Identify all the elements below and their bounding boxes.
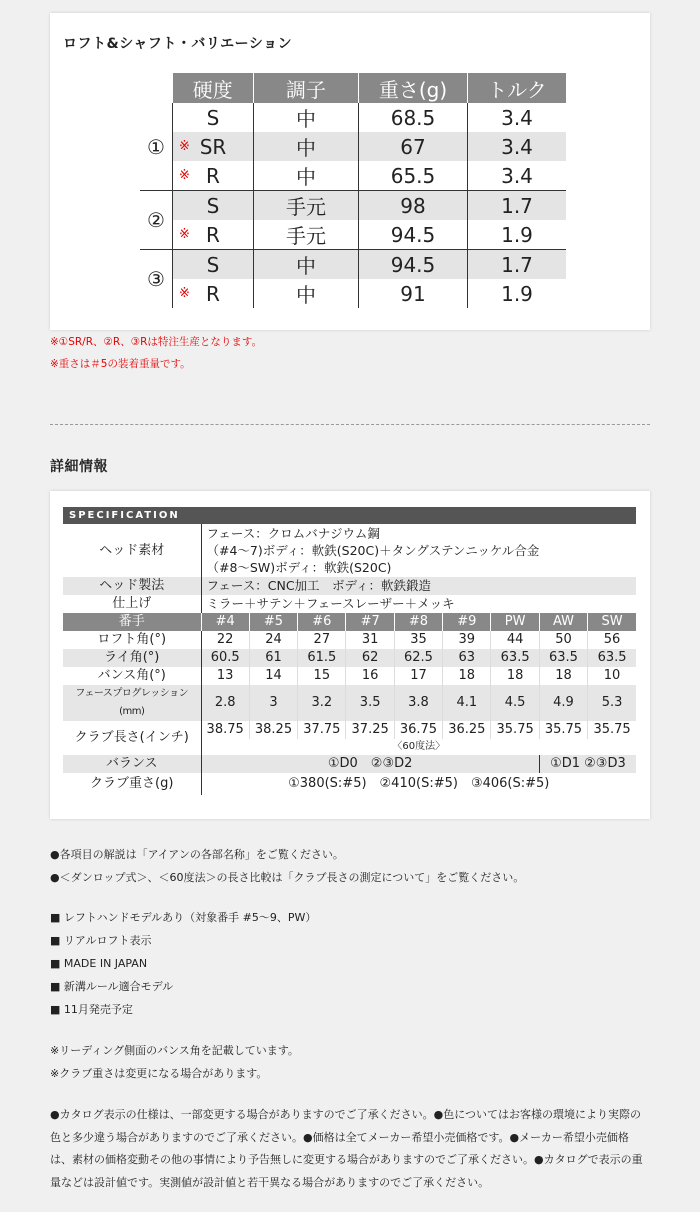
kick-cell: 手元 — [254, 191, 359, 221]
length-method-note: 〈60度法〉 — [392, 741, 446, 752]
spec-label: クラブ長さ(インチ) — [63, 721, 201, 755]
note-line: ●＜ダンロップ式＞、＜60度法＞の長さ比較は「クラブ長さの測定について」をご覧ください。 — [50, 871, 525, 884]
kick-cell: 手元 — [254, 220, 359, 250]
loft-cell: 35 — [394, 631, 442, 649]
feature-item: ■ MADE IN JAPAN — [50, 957, 148, 970]
progression-cell: 3 — [249, 685, 297, 721]
catalog-disclaimer: ●カタログ表示の仕様は、一部変更する場合がありますのでご了承ください。●色についてはお客様の環境により実際の色と多少違う場合がありますのでご了承ください。●価格は全てメーカー希望小売価格です。●メーカー希望小売価格は、素材の価格変動その他の事情により予告無しに変更する場合がありますのでご了承ください。●カタログで表示の重量などは設計値です。実測値が設計値と若干異なる場合がありますのでご了承ください。 — [50, 1108, 643, 1189]
length-cell: 35.75 — [539, 721, 587, 739]
spec-label: ヘッド素材 — [63, 524, 201, 577]
weight-cell: 94.5 — [359, 220, 468, 250]
bounce-cell: 18 — [491, 667, 539, 685]
progression-cell: 5.3 — [588, 685, 636, 721]
divider — [50, 424, 650, 425]
weight-cell: 91 — [359, 279, 468, 308]
torque-cell: 1.9 — [468, 220, 567, 250]
lie-cell: 61 — [249, 649, 297, 667]
shaft-table — [140, 73, 566, 308]
lie-cell: 63.5 — [491, 649, 539, 667]
bounce-cell: 18 — [443, 667, 491, 685]
torque-cell: 3.4 — [468, 161, 567, 191]
number-cell: #9 — [443, 613, 491, 631]
hardness-cell: ※ R — [173, 279, 254, 308]
lie-cell: 63 — [443, 649, 491, 667]
progression-cell: 4.1 — [443, 685, 491, 721]
bounce-cell: 13 — [201, 667, 249, 685]
spec-label: ロフト角(°) — [63, 631, 201, 649]
balance-value: ①D0 ②③D2 — [201, 755, 539, 773]
lie-cell: 62 — [346, 649, 394, 667]
header-torque: トルク — [468, 73, 567, 103]
number-cell: #5 — [249, 613, 297, 631]
length-cell: 36.25 — [443, 721, 491, 739]
bounce-cell: 18 — [539, 667, 587, 685]
weight-value: ①380(S:#5) ②410(S:#5) ③406(S:#5) — [288, 776, 550, 791]
weight-cell: 98 — [359, 191, 468, 221]
footnote-line: ※クラブ重さは変更になる場合があります。 — [50, 1067, 268, 1080]
progression-cell: 3.5 — [346, 685, 394, 721]
loft-cell: 22 — [201, 631, 249, 649]
torque-cell: 1.7 — [468, 191, 567, 221]
lie-cell: 60.5 — [201, 649, 249, 667]
lie-cell: 62.5 — [394, 649, 442, 667]
spec-label: 仕上げ — [63, 595, 201, 613]
balance-value: ①D1 ②③D3 — [539, 755, 636, 773]
number-cell: #8 — [394, 613, 442, 631]
feature-item: ■ 11月発売予定 — [50, 1003, 133, 1016]
spec-label: バランス — [63, 755, 201, 773]
header-hardness: 硬度 — [173, 73, 254, 103]
header-kick: 調子 — [254, 73, 359, 103]
spec-label: フェースプログレッション(mm) — [63, 685, 201, 721]
hardness-cell: ※ R — [173, 220, 254, 250]
hardness-cell: S — [173, 191, 254, 221]
loft-cell: 27 — [298, 631, 346, 649]
kick-cell: 中 — [254, 250, 359, 280]
feature-item: ■ 新溝ルール適合モデル — [50, 980, 174, 993]
spec-value: フェース：クロムバナジウム鋼 （#4～7)ボディ：軟鉄(S20C)＋タングステンニッケル合金 （#8～SW)ボディ：軟鉄(S20C) — [206, 526, 540, 575]
hardness-cell: S — [173, 250, 254, 280]
spec-label: クラブ重さ(g) — [63, 773, 201, 795]
progression-cell: 3.2 — [298, 685, 346, 721]
number-cell: AW — [539, 613, 587, 631]
bounce-cell: 10 — [588, 667, 636, 685]
spec-value: フェース：CNC加工 ボディ：軟鉄鍛造 — [201, 577, 636, 595]
note-line: ●各項目の解説は「アイアンの各部名称」をご覧ください。 — [50, 848, 344, 861]
progression-cell: 2.8 — [201, 685, 249, 721]
group-label: ③ — [147, 267, 165, 291]
progression-cell: 3.8 — [394, 685, 442, 721]
kick-cell: 中 — [254, 279, 359, 308]
spec-label: ヘッド製法 — [63, 577, 201, 595]
spec-label: バンス角(°) — [63, 667, 201, 685]
progression-cell: 4.5 — [491, 685, 539, 721]
shaft-note: ※①SR/R、②R、③Rは特注生産となります。 — [50, 336, 263, 348]
spec-label: ライ角(°) — [63, 649, 201, 667]
length-cell: 38.75 — [201, 721, 249, 739]
torque-cell: 1.7 — [468, 250, 567, 280]
loft-cell: 50 — [539, 631, 587, 649]
spec-table — [63, 524, 636, 795]
spec-title-bar: SPECIFICATION — [63, 507, 636, 524]
feature-item: ■ リアルロフト表示 — [50, 934, 152, 947]
weight-cell: 65.5 — [359, 161, 468, 191]
section-title-detail: 詳細情報 — [50, 459, 108, 475]
length-cell: 37.25 — [346, 721, 394, 739]
loft-cell: 44 — [491, 631, 539, 649]
length-cell: 38.25 — [249, 721, 297, 739]
spec-footnotes — [50, 1039, 299, 1085]
torque-cell: 1.9 — [468, 279, 567, 308]
shaft-variation-panel — [50, 13, 650, 330]
bounce-cell: 17 — [394, 667, 442, 685]
header-weight: 重さ(g) — [359, 73, 468, 103]
footnote-line: ※リーディング側面のバンス角を記載しています。 — [50, 1044, 299, 1057]
weight-cell: 94.5 — [359, 250, 468, 280]
loft-cell: 39 — [443, 631, 491, 649]
feature-list — [50, 906, 316, 1021]
length-cell: 35.75 — [491, 721, 539, 739]
feature-item: ■ レフトハンドモデルあり（対象番手 #5～9、PW） — [50, 911, 317, 924]
number-cell: SW — [588, 613, 636, 631]
loft-cell: 56 — [588, 631, 636, 649]
weight-cell: 68.5 — [359, 103, 468, 132]
loft-cell: 24 — [249, 631, 297, 649]
number-cell: #6 — [298, 613, 346, 631]
length-cell: 35.75 — [588, 721, 636, 739]
spec-panel — [50, 491, 650, 819]
section-title-shaft: ロフト&シャフト・バリエーション — [63, 36, 293, 52]
progression-cell: 4.9 — [539, 685, 587, 721]
kick-cell: 中 — [254, 132, 359, 161]
group-label: ② — [147, 208, 165, 232]
hardness-cell: ※ SR — [173, 132, 254, 161]
number-cell: #7 — [346, 613, 394, 631]
number-cell: PW — [491, 613, 539, 631]
torque-cell: 3.4 — [468, 103, 567, 132]
hardness-cell: S — [173, 103, 254, 132]
notes-links — [50, 843, 524, 889]
lie-cell: 63.5 — [539, 649, 587, 667]
length-cell: 37.75 — [298, 721, 346, 739]
length-cell: 36.75 — [394, 721, 442, 739]
hardness-cell: ※ R — [173, 161, 254, 191]
shaft-note: ※重さは＃5の装着重量です。 — [50, 358, 191, 370]
torque-cell: 3.4 — [468, 132, 567, 161]
spec-label: 番手 — [63, 613, 201, 631]
spec-value: ミラー＋サテン＋フェースレーザー＋メッキ — [206, 596, 455, 611]
loft-cell: 31 — [346, 631, 394, 649]
bounce-cell: 16 — [346, 667, 394, 685]
lie-cell: 63.5 — [588, 649, 636, 667]
weight-cell: 67 — [359, 132, 468, 161]
bounce-cell: 14 — [249, 667, 297, 685]
kick-cell: 中 — [254, 161, 359, 191]
lie-cell: 61.5 — [298, 649, 346, 667]
bounce-cell: 15 — [298, 667, 346, 685]
group-label: ① — [147, 134, 165, 159]
kick-cell: 中 — [254, 103, 359, 132]
number-cell: #4 — [201, 613, 249, 631]
